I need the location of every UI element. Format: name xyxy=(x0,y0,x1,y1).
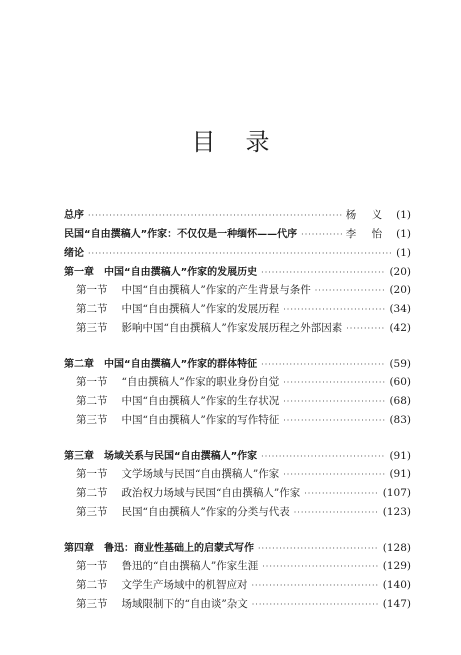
leader-dots xyxy=(252,581,379,590)
section-label: “自由撰稿人”作家的职业身份自觉 xyxy=(121,376,280,388)
section-label: 中国“自由撰稿人”作家的生存状况 xyxy=(121,395,280,407)
section-number: 第三节 xyxy=(76,506,108,518)
section-number: 第一节 xyxy=(76,284,108,296)
toc-section[interactable] xyxy=(0,412,461,431)
page-title: 目录 xyxy=(191,128,300,156)
section-number: 第一节 xyxy=(76,560,108,572)
toc-section[interactable] xyxy=(0,504,461,523)
leader-dots xyxy=(283,416,385,425)
toc-section[interactable] xyxy=(0,374,461,393)
section-label: 政治权力场域与民国“自由撰稿人”作家 xyxy=(121,487,301,499)
section-label: 文学生产场域中的机智应对 xyxy=(121,579,248,591)
leader-dots xyxy=(283,305,385,314)
toc-chapter-4[interactable] xyxy=(0,539,461,558)
chapter-label: 第四章 鲁迅：商业性基础上的启蒙式写作 xyxy=(64,543,254,554)
toc-section[interactable] xyxy=(0,301,461,320)
section-page: (60) xyxy=(389,376,411,388)
section-page: (68) xyxy=(389,395,411,407)
toc-entry-foreword[interactable] xyxy=(0,225,461,244)
section-page: (140) xyxy=(382,579,411,591)
leader-dots xyxy=(88,211,342,220)
leader-dots xyxy=(283,397,385,406)
section-page: (91) xyxy=(389,468,411,480)
leader-dots xyxy=(258,544,379,553)
toc-section[interactable] xyxy=(0,577,461,596)
toc-section[interactable] xyxy=(0,485,461,504)
leader-dots xyxy=(346,324,385,333)
section-number: 第二节 xyxy=(76,579,108,591)
entry-page: (1) xyxy=(396,228,411,240)
entry-label: 总序 xyxy=(64,210,84,221)
leader-dots xyxy=(304,489,379,498)
toc-section[interactable] xyxy=(0,393,461,412)
section-number: 第三节 xyxy=(76,414,108,426)
chapter-label: 第二章 中国“自由撰稿人”作家的群体特征 xyxy=(64,359,258,370)
entry-page: (1) xyxy=(396,247,411,259)
leader-dots xyxy=(301,230,342,239)
section-label: 中国“自由撰稿人”作家的发展历程 xyxy=(121,303,280,315)
toc-section[interactable] xyxy=(0,320,461,339)
toc-chapter-2[interactable] xyxy=(0,355,461,374)
section-page: (83) xyxy=(389,414,411,426)
section-number: 第二节 xyxy=(76,303,108,315)
section-number: 第一节 xyxy=(76,376,108,388)
section-label: 中国“自由撰稿人”作家的写作特征 xyxy=(121,414,280,426)
entry-author: 杨 义 xyxy=(345,209,389,221)
table-of-contents xyxy=(0,206,461,615)
leader-dots xyxy=(261,360,385,369)
toc-entry-introduction[interactable] xyxy=(0,244,461,263)
chapter-page: (59) xyxy=(389,358,411,370)
toc-section[interactable] xyxy=(0,466,461,485)
leader-dots xyxy=(283,470,385,479)
section-page: (123) xyxy=(382,506,411,518)
leader-dots xyxy=(294,508,379,517)
toc-chapter-3[interactable] xyxy=(0,447,461,466)
chapter-page: (91) xyxy=(389,450,411,462)
leader-dots xyxy=(252,600,379,609)
entry-page: (1) xyxy=(396,209,411,221)
chapter-label: 第三章 场域关系与民国“自由撰稿人”作家 xyxy=(64,451,258,462)
leader-dots xyxy=(262,562,379,571)
spacer xyxy=(0,523,461,539)
toc-section[interactable] xyxy=(0,282,461,301)
section-label: 影响中国“自由撰稿人”作家发展历程之外部因素 xyxy=(121,322,343,334)
section-label: 中国“自由撰稿人”作家的产生背景与条件 xyxy=(121,284,311,296)
entry-label: 民国“自由撰稿人”作家：不仅仅是一种缅怀——代序 xyxy=(64,229,298,240)
entry-author: 李 怡 xyxy=(345,228,389,240)
section-page: (20) xyxy=(389,284,411,296)
leader-dots xyxy=(283,378,385,387)
section-page: (129) xyxy=(382,560,411,572)
leader-dots xyxy=(88,249,392,258)
leader-dots xyxy=(315,286,386,295)
toc-section[interactable] xyxy=(0,596,461,615)
leader-dots xyxy=(261,452,385,461)
section-page: (147) xyxy=(382,598,411,610)
toc-section[interactable] xyxy=(0,558,461,577)
section-label: 文学场域与民国“自由撰稿人”作家 xyxy=(121,468,280,480)
toc-chapter-1[interactable] xyxy=(0,263,461,282)
spacer xyxy=(0,339,461,355)
section-page: (34) xyxy=(389,303,411,315)
leader-dots xyxy=(261,268,385,277)
section-number: 第二节 xyxy=(76,395,108,407)
section-number: 第一节 xyxy=(76,468,108,480)
section-page: (107) xyxy=(382,487,411,499)
section-page: (42) xyxy=(389,322,411,334)
section-label: 鲁迅的“自由撰稿人”作家生涯 xyxy=(121,560,259,572)
toc-entry-preface[interactable] xyxy=(0,206,461,225)
chapter-label: 第一章 中国“自由撰稿人”作家的发展历史 xyxy=(64,267,258,278)
entry-label: 绪论 xyxy=(64,248,84,259)
section-label: 场域限制下的“自由谈”杂文 xyxy=(121,598,248,610)
spacer xyxy=(0,431,461,447)
section-number: 第三节 xyxy=(76,322,108,334)
section-number: 第三节 xyxy=(76,598,108,610)
section-number: 第二节 xyxy=(76,487,108,499)
section-label: 民国“自由撰稿人”作家的分类与代表 xyxy=(121,506,290,518)
chapter-page: (128) xyxy=(382,542,411,554)
chapter-page: (20) xyxy=(389,266,411,278)
